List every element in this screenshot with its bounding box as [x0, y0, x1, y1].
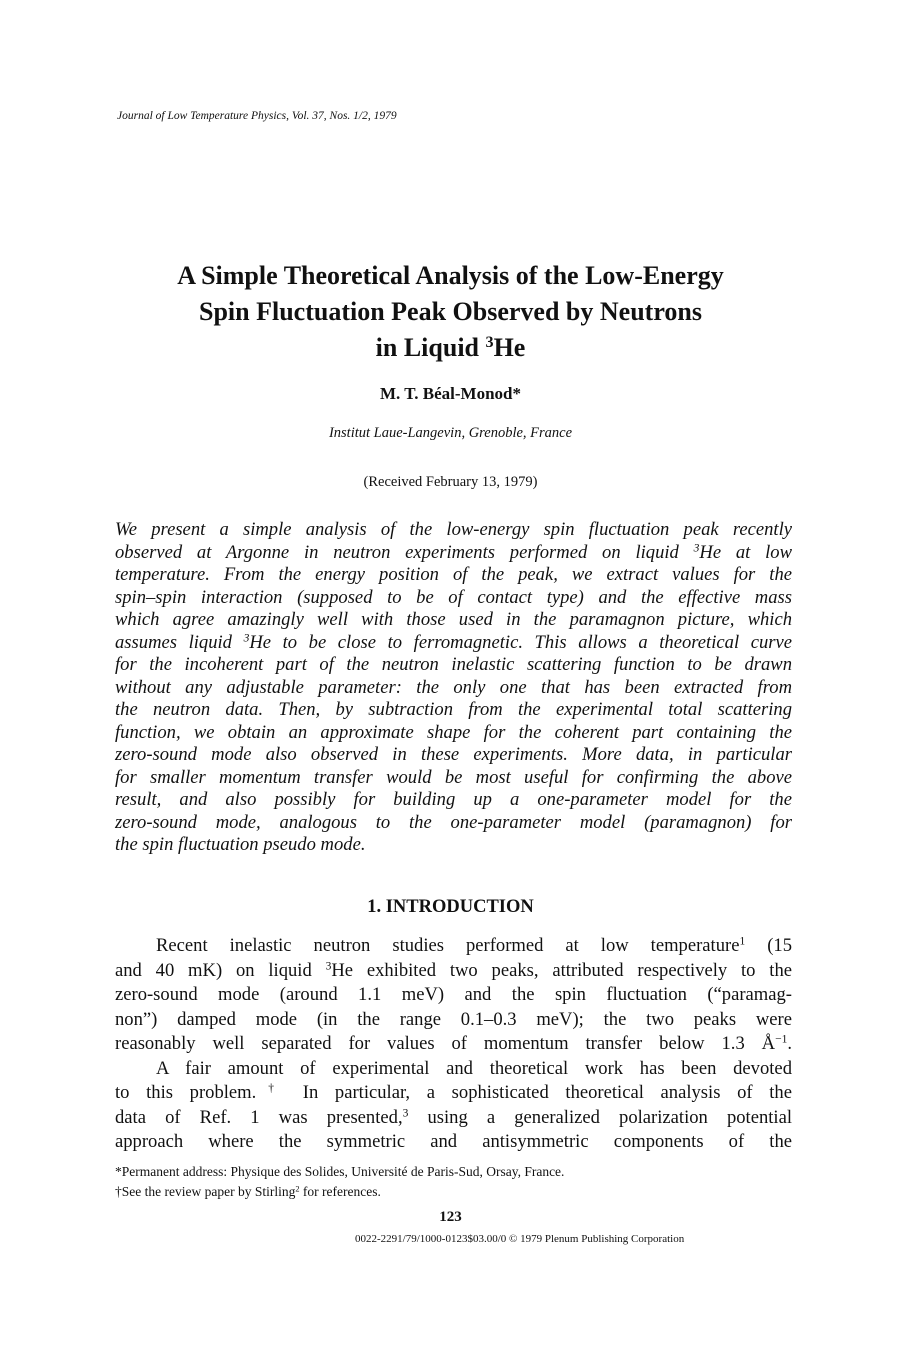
- body-line: non”) damped mode (in the range 0.1–0.3 meV); the two peaks were: [115, 1008, 792, 1030]
- body-line: Recent inelastic neutron studies performed at low temperature$^1$ (15: [156, 935, 793, 956]
- abstract-line: assumes liquid $^3$He to be close to ferromagnetic. This allows a theoretical curve: [115, 631, 792, 653]
- abstract-line: result, and also possibly for building up a one-parameter model for the: [115, 789, 792, 810]
- abstract-line: the spin fluctuation pseudo mode.: [115, 834, 366, 855]
- abstract-line: zero-sound mode also observed in these experiments. More data, in particular: [115, 744, 792, 765]
- copyright-line: 0022-2291/79/1000-0123$03.00/0 © 1979 Plenum Publishing Corporation: [355, 1233, 685, 1245]
- abstract: [115, 519, 792, 857]
- abstract-line: spin–spin interaction (supposed to be of contact type) and the effective mass: [115, 586, 792, 608]
- author-name: M. T. Béal-Monod*: [379, 384, 522, 403]
- body-line: to this problem.† In particular, a sophisticated theoretical analysis of the: [115, 1082, 792, 1103]
- section-heading: 1. INTRODUCTION: [367, 897, 534, 917]
- abstract-line: We present a simple analysis of the low-energy spin fluctuation peak recently: [115, 519, 792, 540]
- abstract-line: temperature. From the energy position of the peak, we extract values for the: [115, 564, 792, 585]
- abstract-line: the neutron data. Then, by subtraction from the experimental total scattering: [115, 699, 792, 720]
- title-line-2: Spin Fluctuation Peak Observed by Neutrons: [199, 297, 702, 326]
- body-line: A fair amount of experimental and theoretical work has been devoted: [156, 1057, 792, 1079]
- body-text: [115, 934, 792, 1155]
- body-line: zero-sound mode (around 1.1 meV) and the spin fluctuation (“paramag-: [115, 984, 792, 1005]
- received-date: (Received February 13, 1979): [363, 474, 538, 490]
- footnote-review-reference: †See the review paper by Stirling$^2$ for references.: [115, 1184, 381, 1199]
- body-line: approach where the symmetric and antisymmetric components of the: [115, 1131, 792, 1152]
- body-line: reasonably well separated for values of momentum transfer below 1.3 $Å^{-1}$.: [115, 1033, 792, 1054]
- paper-title: [60, 258, 841, 366]
- author-affiliation: Institut Laue-Langevin, Grenoble, France: [328, 425, 573, 441]
- abstract-line: function, we obtain an approximate shape for the coherent part containing the: [115, 721, 792, 743]
- page-number: 123: [439, 1209, 462, 1225]
- journal-header: Journal of Low Temperature Physics, Vol. 37, Nos. 1/2, 1979: [117, 110, 397, 122]
- title-line-1: A Simple Theoretical Analysis of the Low-Energy: [177, 261, 724, 290]
- body-line: and 40 mK) on liquid $^3$He exhibited two peaks, attributed respectively to the: [115, 959, 793, 981]
- title-line-3: in Liquid $^3$He: [375, 333, 526, 362]
- abstract-line: for the incoherent part of the neutron inelastic scattering function to be drawn: [115, 654, 792, 675]
- abstract-line: observed at Argonne in neutron experiments performed on liquid $^3$He at low: [115, 541, 793, 563]
- abstract-line: without any adjustable parameter: the only one that has been extracted from: [115, 676, 792, 698]
- body-line: data of Ref. 1 was presented,$^3$ using a generalized polarization potential: [115, 1106, 792, 1128]
- abstract-line: zero-sound mode, analogous to the one-parameter model (paramagnon) for: [115, 811, 792, 833]
- footnote-permanent-address: *Permanent address: Physique des Solides, Université de Paris-Sud, Orsay, France.: [115, 1164, 565, 1179]
- abstract-line: for smaller momentum transfer would be most useful for confirming the above: [115, 766, 792, 788]
- abstract-line: which agree amazingly well with those used in the paramagnon picture, which: [115, 609, 792, 630]
